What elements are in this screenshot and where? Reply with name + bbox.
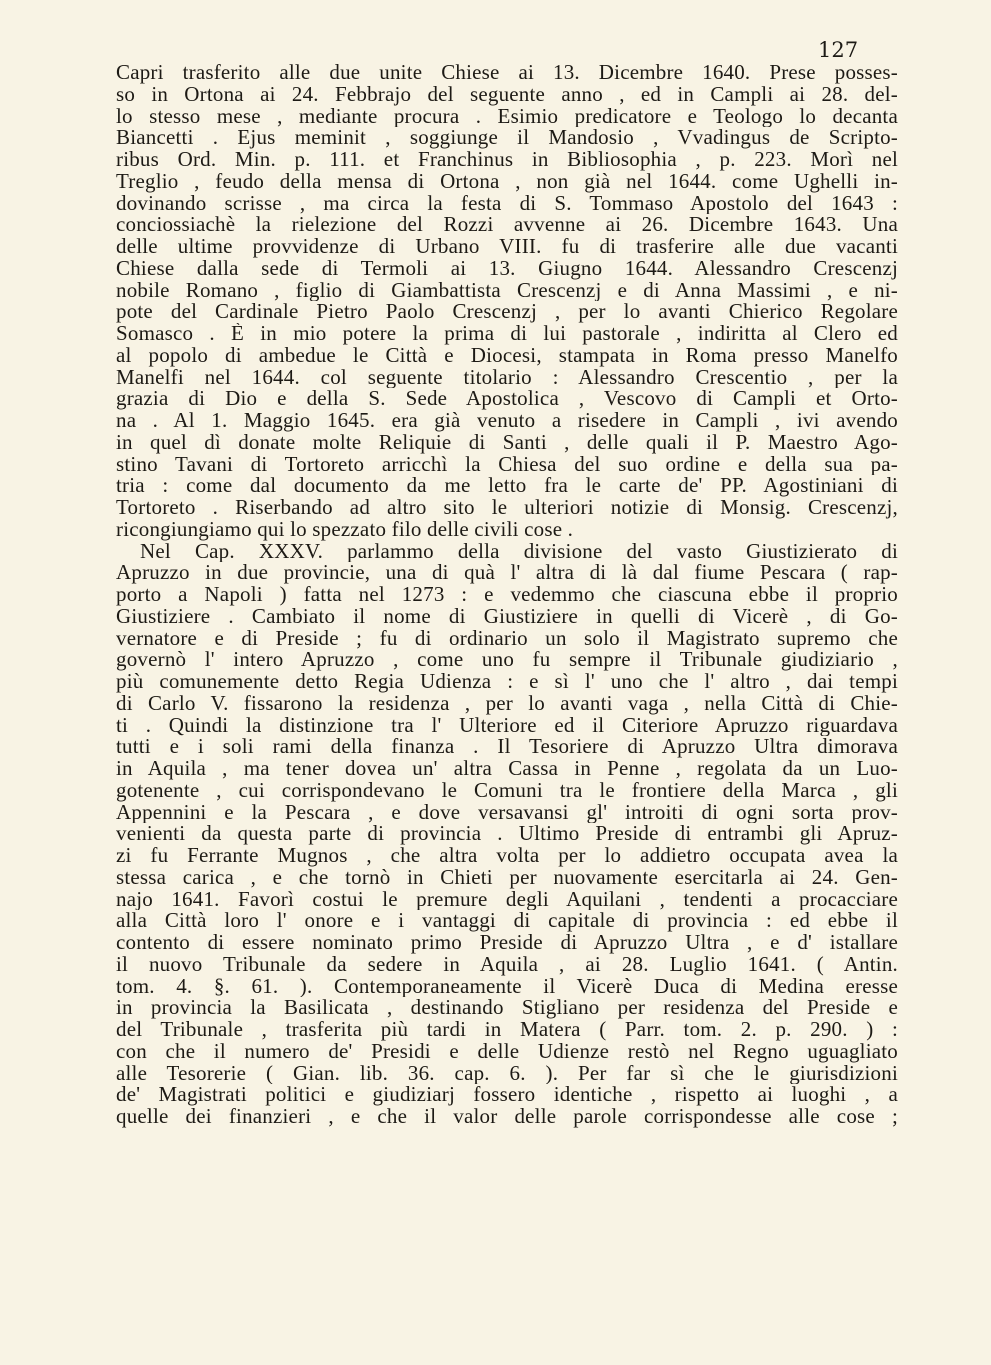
text-line: Tortoreto . Riserbando ad altro sito le ulteriori notizie di Monsig. Crescenzj,: [116, 497, 898, 519]
text-line: in quel dì donate molte Reliquie di Santi , delle quali il P. Maestro Ago-: [116, 431, 898, 454]
text-line: gotenente , cui corrispondevano le Comuni tra le frontiere della Marca , gli: [116, 779, 898, 802]
text-line: contento di essere nominato primo Preside di Apruzzo Ultra , e d' istallare: [116, 932, 898, 954]
text-line: con che il numero de' Presidi e delle Udienze restò nel Regno uguagliato: [116, 1040, 898, 1063]
text-line: so in Ortona ai 24. Febbrajo del seguente anno , ed in Campli ai 28. del-: [116, 83, 898, 106]
text-line: de' Magistrati politici e giudiziarj fossero identiche , rispetto ai luoghi , a: [116, 1084, 898, 1106]
text-line: tom. 4. §. 61. ). Contemporaneamente il Vicerè Duca di Medina eresse: [116, 975, 898, 998]
text-line: più comunemente detto Regia Udienza : e sì l' uno che l' altro , dai tempi: [116, 671, 898, 693]
text-line: in Aquila , ma tener dovea un' altra Cassa in Penne , regolata da un Luo-: [116, 758, 898, 780]
text-line: stino Tavani di Tortoreto arricchì la Chiesa del suo ordine e della sua pa-: [116, 453, 898, 476]
text-line: ribus Ord. Min. p. 111. et Franchinus in Bibliosophia , p. 223. Morì nel: [116, 149, 898, 171]
text-line: Capri trasferito alle due unite Chiese ai 13. Dicembre 1640. Prese posses-: [116, 62, 898, 84]
text-line: conciossiachè la rielezione del Rozzi avvenne ai 26. Dicembre 1643. Una: [116, 214, 898, 236]
text-line: Somasco . È in mio potere la prima di lui pastorale , indiritta al Clero ed: [116, 323, 898, 345]
text-line: Nel Cap. XXXV. parlammo della divisione del vasto Giustizierato di: [140, 540, 898, 563]
text-line: Chiese dalla sede di Termoli ai 13. Giugno 1644. Alessandro Crescenzj: [116, 257, 898, 280]
text-line: Apruzzo in due provincie, una di quà l' altra di là dal fiume Pescara ( rap-: [116, 562, 898, 584]
text-line: na . Al 1. Maggio 1645. era già venuto a risedere in Campli , ivi avendo: [116, 410, 898, 432]
text-line: il nuovo Tribunale da sedere in Aquila , ai 28. Luglio 1641. ( Antin.: [116, 953, 898, 976]
body-text: [116, 62, 898, 1128]
text-line: Treglio , feudo della mensa di Ortona , non già nel 1644. come Ughelli in-: [116, 170, 898, 193]
page-number: 127: [818, 38, 859, 62]
text-line: nobile Romano , figlio di Giambattista Crescenzj e di Anna Massimi , e ni-: [116, 279, 898, 302]
text-line: al popolo di ambedue le Città e Diocesi, stampata in Roma presso Manelfo: [116, 344, 898, 367]
text-line: Appennini e la Pescara , e dove versavansi gl' introiti di ogni sorta prov-: [116, 801, 898, 824]
text-line: di Carlo V. fissarono la residenza , per lo avanti vaga , nella Città di Chie-: [116, 692, 898, 715]
text-line: governò l' intero Apruzzo , come uno fu sempre il Tribunale giudiziario ,: [116, 649, 898, 671]
text-line: tutti e i soli rami della finanza . Il Tesoriere di Apruzzo Ultra dimorava: [116, 736, 898, 758]
text-line: quelle dei finanzieri , e che il valor delle parole corrispondesse alle cose ;: [116, 1106, 898, 1128]
text-line: Biancetti . Ejus meminit , soggiunge il Mandosio , Vvadingus de Scripto-: [116, 127, 898, 149]
text-line: venienti da questa parte di provincia . Ultimo Preside di entrambi gli Apruz-: [116, 823, 898, 845]
text-line: del Tribunale , trasferita più tardi in Matera ( Parr. tom. 2. p. 290. ) :: [116, 1019, 898, 1041]
text-line: zi fu Ferrante Mugnos , che altra volta per lo addietro occupata avea la: [116, 845, 898, 867]
text-line: grazia di Dio e della S. Sede Apostolica , Vescovo di Campli et Orto-: [116, 388, 898, 410]
text-line: najo 1641. Favorì costui le premure degli Aquilani , tendenti a procacciare: [116, 888, 898, 911]
text-line: alla Città loro l' onore e i vantaggi di capitale di provincia : ed ebbe il: [116, 910, 898, 932]
text-line: pote del Cardinale Pietro Paolo Crescenzj , per lo avanti Chierico Regolare: [116, 301, 898, 323]
text-line: lo stesso mese , mediante procura . Esimio predicatore e Teologo lo decanta: [116, 105, 898, 128]
text-line: dovinando scrisse , ma circa la festa di S. Tommaso Apostolo del 1643 :: [116, 192, 898, 215]
text-line: Manelfi nel 1644. col seguente titolario : Alessandro Crescentio , per la: [116, 366, 898, 389]
text-line: porto a Napoli ) fatta nel 1273 : e vedemmo che ciascuna ebbe il proprio: [116, 584, 898, 606]
text-line: alle Tesorerie ( Gian. lib. 36. cap. 6. ). Per far sì che le giurisdizioni: [116, 1062, 898, 1085]
text-line: delle ultime provvidenze di Urbano VIII. fu di trasferire alle due vacanti: [116, 236, 898, 258]
text-line: vernatore e di Preside ; fu di ordinario un solo il Magistrato supremo che: [116, 627, 898, 650]
text-line: tria : come dal documento da me letto fra le carte de' PP. Agostiniani di: [116, 475, 898, 497]
text-line: in provincia la Basilicata , destinando Stigliano per residenza del Preside e: [116, 997, 898, 1019]
text-line: stessa carica , e che tornò in Chieti per nuovamente esercitarla ai 24. Gen-: [116, 866, 898, 889]
text-line: Giustiziere . Cambiato il nome di Giustiziere in quelli di Vicerè , di Go-: [116, 605, 898, 628]
text-line: ricongiungiamo qui lo spezzato filo delle civili cose .: [116, 518, 574, 541]
text-line: ti . Quindi la distinzione tra l' Ulteriore ed il Citeriore Apruzzo riguardava: [116, 714, 898, 737]
